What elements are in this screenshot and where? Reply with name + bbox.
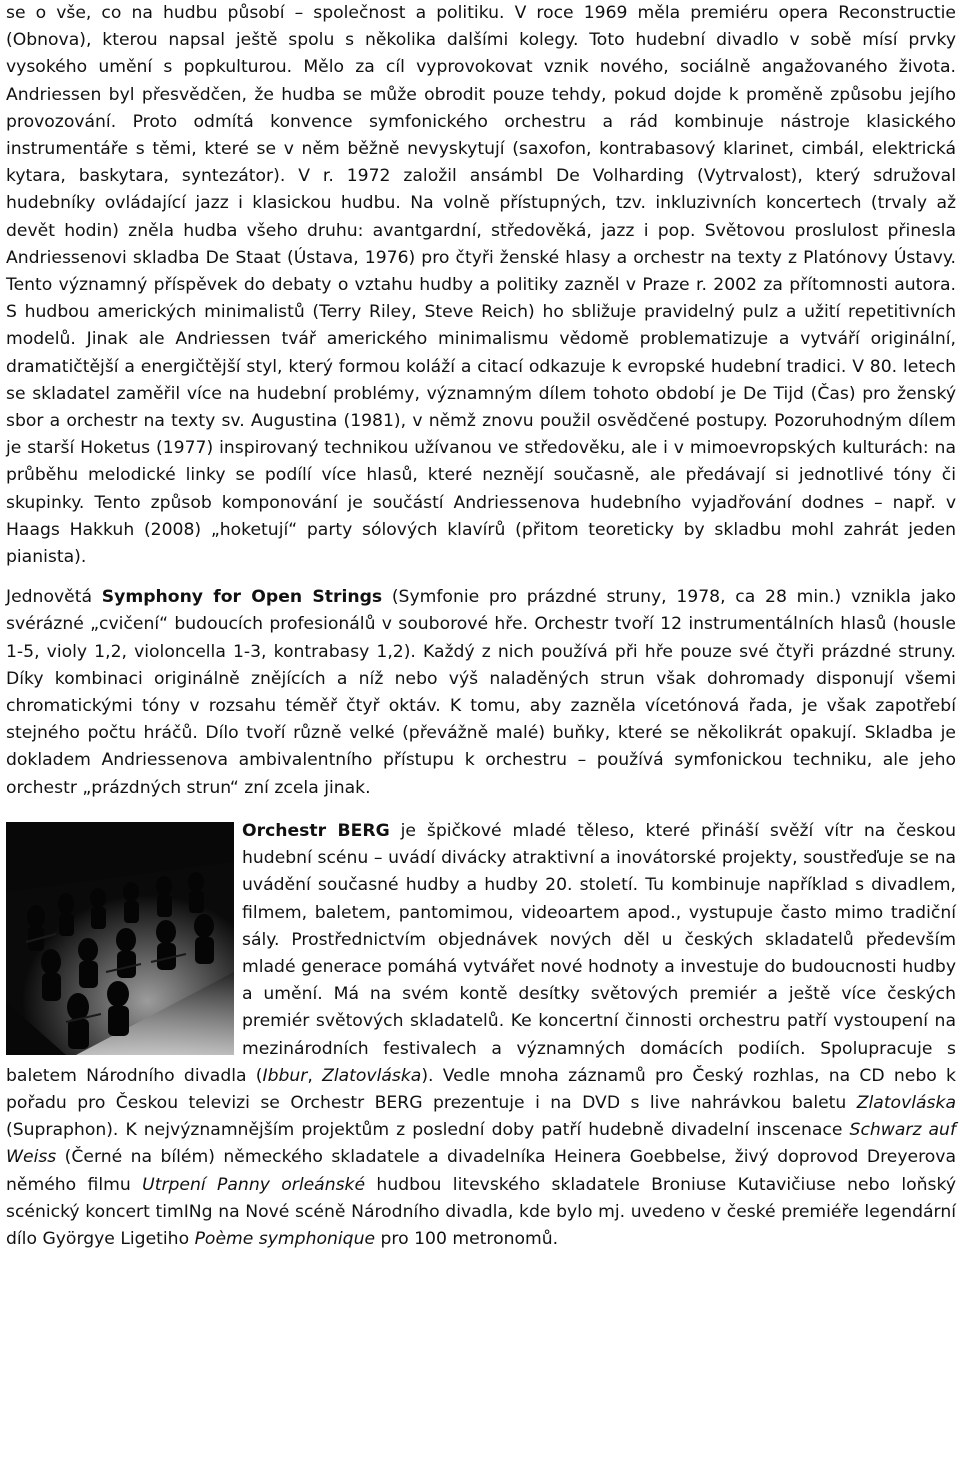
p3-text-2: , bbox=[307, 1065, 323, 1086]
p3-text-4: (Supraphon). K nejvýznamnějším projektům z poslední doby patří hudebně divadelní inscenace bbox=[6, 1120, 850, 1141]
p3-text-5: (Černé na bílém) německého skladatele a divadelníka Heinera Goebbelse, živý doprovod Dreyerova němého filmu bbox=[6, 1147, 956, 1195]
dvd-zlatovlaska: Zlatovláska bbox=[856, 1092, 956, 1113]
p3-text-1: je špičkové mladé těleso, které přináší svěží vítr na českou hudební scénu – uvádí divácky atraktivní a inovátorské projekty, soustřeďuje se na uvádění současné hudby a hudby 20. století. Tu kombinuje například s divadlem, filmem, baletem, pantomimou, videoartem apod., vystupuje často mimo tradiční sály. Prostřednictvím objednávek nových děl u českých skladatelů především mladé generace pomáhá vytvářet nové hodnoty a investuje do budoucnosti hudby a umění. Má na svém kontě desítky světových premiér a ještě více českých premiér světových skladatelů. Ke koncertní činnosti orchestru patří vystoupení na mezinárodních festivalech a významných domácích podiích. Spolupracuje s baletem Národního divadla ( bbox=[6, 820, 956, 1086]
paragraph-andriessen-bio: se o vše, co na hudbu působí – společnost a politiku. V roce 1969 měla premiéru opera Reconstructie (Obnova), kterou napsal ještě spolu s několika dalšími kolegy. Toto hudební divadlo v sobě mísí prvky vysokého umění s popkulturou. Mělo za cíl vyprovokovat vznik nového, sociálně angažovaného života. Andriessen byl přesvědčen, že hudba se může obrodit pouze tehdy, pokud dojde k proměně způsobu jejího provozování. Proto odmítá konvence symfonického orchestru a rád kombinuje nástroje klasického instrumentáře s těmi, které se v něm běžně nevyskytují (saxofon, kontrabasový klarinet, cimbál, elektrická kytara, baskytara, syntezátor). V r. 1972 založil ansámbl De Volharding (Vytrvalost), který sdružoval hudebníky ovládající jazz i klasickou hudbu. Na volně přístupných, tzv. inkluzivních koncertech (trvaly až devět hodin) zněla hudba všeho druhu: avantgardní, středověká, jazz i pop. Světovou proslulost přinesla Andriessenovi skladba De Staat (Ústava, 1976) pro čtyři ženské hlasy a orchestr na texty z Platónovy Ústavy. Tento významný příspěvek do debaty o vztahu hudby a politiky zazněl v Praze r. 2002 za přítomnosti autora. S hudbou amerických minimalistů (Terry Riley, Steve Reich) ho sbližuje pravidelný pulz a užití repetitivních modelů. Jinak ale Andriessen tvář amerického minimalismu vědomě problematizuje a vytváří originální, dramatičtější a energičtější styl, který formou koláží a citací odkazuje k evropské hudební tradici. V 80. letech se skladatel zaměřil více na hudební problémy, významným dílem tohoto období je De Tijd (Čas) pro ženský sbor a orchestr na texty sv. Augustina (1981), v němž znovu použil osvědčené postupy. Pozoruhodným dílem je starší Hoketus (1977) inspirovaný technikou užívanou ve středověku, ale i v mimoevropských kulturách: na průběhu melodické linky se podílí více hlasů, které neznějí současně, ale předávají si jednotlivé tóny či skupinky. Tento způsob komponování je součástí Andriessenova hudebního vyjadřování dodnes – např. v Haags Hakkuh (2008) „hoketují“ party sólových klavírů (přitom teoreticky by skladbu mohl zahrát jeden pianista). bbox=[6, 3, 956, 568]
orchestra-photo bbox=[6, 822, 234, 1055]
orchestra-name: Orchestr BERG bbox=[242, 820, 390, 841]
p2-lead: Jednovětá bbox=[6, 587, 102, 608]
p3-text-6: hudbou litevského skladatele Broniuse Kutavičiuse nebo loňský scénický koncert timINg na Nové scéně Národního divadla, kde bylo mj. uvedeno v české premiéře legendární dílo Györgye Ligetiho bbox=[6, 1174, 956, 1249]
work-zlatovlaska: Zlatovláska bbox=[322, 1065, 422, 1086]
p3-text-3: ). Vedle mnoha záznamů pro Český rozhlas, na CD nebo k pořadu pro Českou televizi se Orchestr BERG prezentuje i na DVD s live nahrávkou baletu bbox=[6, 1065, 956, 1113]
paragraph-orchestr-berg bbox=[6, 818, 956, 1253]
work-ibbur: Ibbur bbox=[262, 1065, 308, 1086]
p2-rest: (Symfonie pro prázdné struny, 1978, ca 28 min.) vznikla jako svérázné „cvičení“ budoucích profesionálů v souborové hře. Orchestr tvoří 12 instrumentálních hlasů (housle 1-5, violy 1,2, violoncella 1-3, kontrabasy 1,2). Každý z nich používá při hře pouze své čtyři prázdné struny. Díky kombinaci originálně znějících a níž nebo výš naladěných strun však dohromady disponují všemi chromatickými tóny v rozsahu téměř čtyř oktáv. K tomu, aby zazněla vícetónová řada, je však zapotřebí stejného počtu hráčů. Dílo tvoří různě velké (převážně malé) buňky, které se několikrát opakují. Skladba je dokladem Andriessenova ambivalentního přístupu k orchestru – používá symfonickou techniku, ale jeho orchestr „prázdných strun“ zní zcela jinak. bbox=[6, 587, 956, 798]
work-title: Symphony for Open Strings bbox=[101, 587, 383, 608]
paragraph-symphony-open-strings bbox=[6, 584, 956, 802]
work-schwarz-auf-weiss: Schwarz auf Weiss bbox=[6, 1120, 956, 1168]
film-utrpeni: Utrpení Panny orleánské bbox=[142, 1174, 366, 1195]
p3-text-7: pro 100 metronomů. bbox=[375, 1228, 559, 1249]
document-page bbox=[6, 0, 956, 1253]
work-poeme-symphonique: Poème symphonique bbox=[194, 1228, 376, 1249]
